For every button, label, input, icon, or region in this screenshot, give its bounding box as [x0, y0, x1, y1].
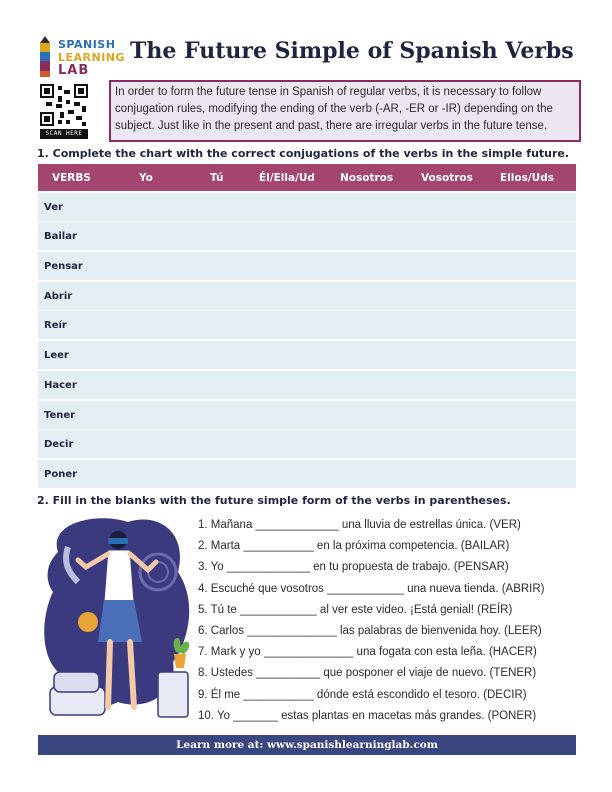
verb-label: Poner: [44, 468, 78, 480]
list-item[interactable]: 3. Yo _____________ en tu propuesta de trabajo. (PENSAR): [198, 561, 509, 574]
header-vosotros: Vosotros: [421, 172, 473, 184]
verb-label: Hacer: [44, 379, 77, 391]
table-row[interactable]: [38, 430, 576, 458]
verb-label: Bailar: [44, 231, 77, 243]
list-item[interactable]: 6. Carlos ______________ las palabras de bienvenida hoy. (LEER): [198, 624, 542, 637]
table-row[interactable]: [38, 401, 576, 429]
verb-label: Reír: [44, 320, 67, 332]
logo-line3: LAB: [58, 63, 90, 78]
table-row[interactable]: [38, 222, 576, 250]
header-tu: Tú: [210, 172, 224, 184]
header-ellos: Ellos/Uds: [500, 172, 554, 184]
table-row[interactable]: [38, 460, 576, 488]
verb-label: Tener: [44, 409, 76, 421]
list-item[interactable]: 10. Yo _______ estas plantas en macetas más grandes. (PONER): [198, 709, 537, 722]
list-item[interactable]: 5. Tú te ____________ al ver este video. ¡Está genial! (REÍR): [198, 603, 513, 616]
verb-label: Decir: [44, 439, 74, 451]
verb-label: Ver: [44, 201, 63, 213]
conjugation-table: [38, 164, 576, 488]
table-row[interactable]: [38, 282, 576, 310]
section2-heading: 2. Fill in the blanks with the future simple form of the verbs in parentheses.: [37, 494, 511, 507]
table-header: [38, 164, 576, 191]
list-item[interactable]: 2. Marta ___________ en la próxima competencia. (BAILAR): [198, 540, 510, 553]
verb-label: Abrir: [44, 290, 73, 302]
page-title: The Future Simple of Spanish Verbs: [130, 38, 574, 64]
intro-box: In order to form the future tense in Spanish of regular verbs, it is necessary to follow conjugation rules, modifying the ending of the verb (-AR, -ER or -IR) depending on the subject. Just like in the present and past, there are irregular verbs in the future tense.: [109, 80, 581, 142]
fill-in-list: [198, 515, 578, 727]
logo-line2: LEARNING: [58, 51, 126, 64]
verb-label: Leer: [44, 350, 69, 362]
table-row[interactable]: [38, 341, 576, 369]
pencil-icon: [38, 36, 52, 78]
brand-logo: [38, 36, 128, 78]
header-verbs: VERBS: [52, 172, 91, 184]
list-item[interactable]: 7. Mark y yo ______________ una fogata con esta leña. (HACER): [198, 646, 537, 659]
table-row[interactable]: [38, 252, 576, 280]
table-row[interactable]: [38, 193, 576, 221]
list-item[interactable]: 9. Él me ___________ dónde está escondido el tesoro. (DECIR): [198, 688, 527, 701]
footer-link[interactable]: Learn more at: www.spanishlearninglab.com: [38, 735, 576, 755]
qr-code-icon[interactable]: [40, 84, 88, 126]
header-nosotros: Nosotros: [340, 172, 394, 184]
list-item[interactable]: 4. Escuché que vosotros ____________ una nueva tienda. (ABRIR): [198, 582, 545, 595]
logo-line1: SPANISH: [58, 38, 116, 51]
section1-heading: 1. Complete the chart with the correct conjugations of the verbs in the simple future.: [37, 147, 570, 160]
header-yo: Yo: [139, 172, 153, 184]
list-item[interactable]: 1. Mañana _____________ una lluvia de estrellas única. (VER): [198, 519, 521, 531]
list-item[interactable]: 8. Ustedes __________ que posponer el viaje de nuevo. (TENER): [198, 667, 537, 680]
table-row[interactable]: [38, 371, 576, 399]
table-row[interactable]: [38, 311, 576, 339]
scan-here-label: SCAN HERE: [40, 129, 88, 139]
vr-woman-illustration: [38, 512, 198, 730]
verb-label: Pensar: [44, 261, 83, 273]
header-el: Él/Ella/Ud: [259, 172, 315, 184]
